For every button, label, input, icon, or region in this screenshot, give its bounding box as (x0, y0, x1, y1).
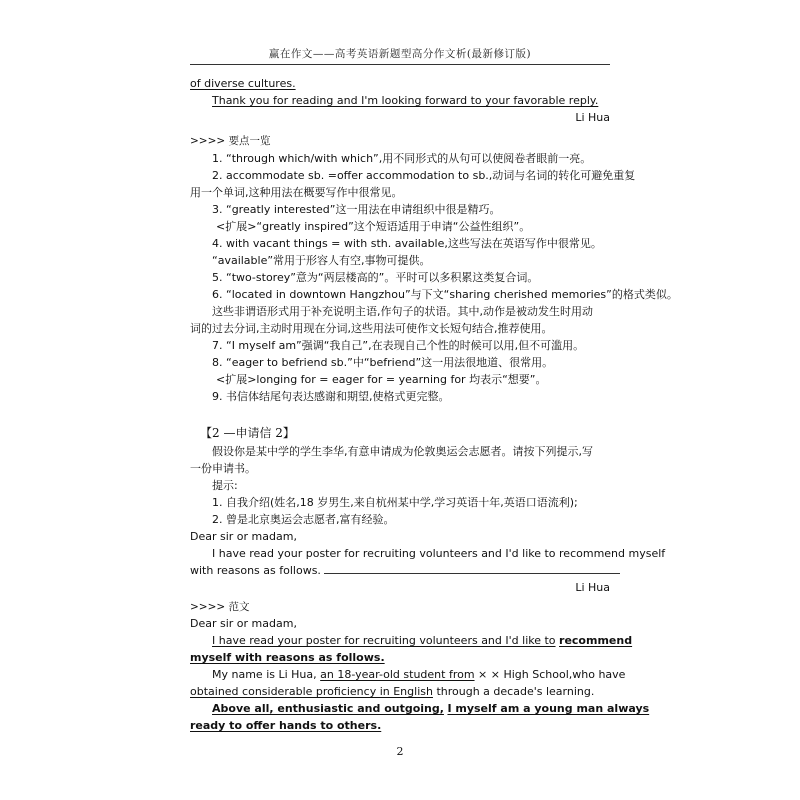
bold-underlined-text: I myself am a young man always (447, 702, 650, 715)
letter-greeting: Dear sir or madam, (190, 530, 297, 543)
letter-body-1: I have read your poster for recruiting volunteers and I'd like to recommend myself (212, 547, 666, 560)
plain-text: through a decade's learning. (436, 685, 595, 698)
point-6: 6. “located in downtown Hangzhou”与下文“sharing cherished memories”的格式类似。 (212, 288, 678, 301)
signature: Li Hua (575, 581, 610, 594)
point-8-extension: <扩展>longing for = eager for = yearning for 均表示“想要”。 (216, 373, 547, 386)
plain-text: × × High School,who have (478, 668, 626, 681)
key-points-heading: >>>> 要点一览 (190, 135, 271, 147)
point-6-cont: 这些非谓语形式用于补充说明主语,作句子的状语。其中,动作是被动发生时用动 (212, 305, 593, 318)
sample-greeting: Dear sir or madam, (190, 617, 297, 630)
section-title: 【2 —申请信 2】 (200, 426, 295, 440)
plain-text: My name is Li Hua, (212, 668, 317, 681)
point-6-cont2: 词的过去分词,主动时用现在分词,这些用法可使作文长短句结合,推荐使用。 (190, 322, 553, 335)
sample-line-4 (190, 684, 610, 700)
point-2: 2. accommodate sb. =offer accommodation to sb.,动词与名词的转化可避免重复 (212, 169, 636, 182)
hint-1: 1. 自我介绍(姓名,18 岁男生,来自杭州某中学,学习英语十年,英语口语流利); (212, 496, 578, 509)
sample-line-2 (190, 650, 610, 666)
letter-body-2 (190, 563, 610, 579)
point-8: 8. “eager to befriend sb.”中“befriend”这一用法很地道、很常用。 (212, 356, 554, 369)
point-2-cont: 用一个单词,这种用法在概要写作中很常见。 (190, 186, 403, 199)
letter-end-line (190, 76, 610, 92)
point-7: 7. “I myself am”强调“我自己”,在表现自己个性的时候可以用,但不可滥用。 (212, 339, 585, 352)
bold-underlined-text: myself with reasons as follows. (190, 651, 385, 664)
letter-body-text: with reasons as follows. (190, 564, 321, 577)
sample-line-5 (212, 701, 650, 717)
sample-heading: >>>> 范文 (190, 601, 250, 613)
sample-line-3 (212, 667, 626, 683)
underlined-text: Thank you for reading and I'm looking forward to your favorable reply. (212, 94, 599, 107)
underlined-text: of diverse cultures. (190, 77, 296, 90)
point-4-cont: “available”常用于形容人有空,事物可提供。 (212, 254, 431, 267)
bold-underlined-text: recommend (559, 634, 633, 647)
sample-line-1 (212, 633, 633, 649)
point-3-extension: <扩展>“greatly inspired”这个短语适用于申请“公益性组织”。 (216, 220, 531, 233)
point-4: 4. with vacant things = with sth. available,这些写法在英语写作中很常见。 (212, 237, 602, 250)
bold-underlined-text: ready to offer hands to others. (190, 719, 382, 732)
letter-closing-line (212, 93, 610, 109)
bold-underlined-text: Above all, enthusiastic and outgoing, (212, 702, 444, 715)
writing-blank (324, 563, 620, 574)
sample-line-6 (190, 718, 610, 734)
prompt-line-1: 假设你是某中学的学生李华,有意申请成为伦敦奥运会志愿者。请按下列提示,写 (212, 445, 593, 458)
running-header: 赢在作文——高考英语新题型高分作文析(最新修订版) (268, 48, 532, 60)
point-9: 9. 书信体结尾句表达感谢和期望,使格式更完整。 (212, 390, 450, 403)
prompt-line-2: 一份申请书。 (190, 462, 256, 475)
hints-label: 提示: (212, 479, 238, 492)
point-1: 1. “through which/with which”,用不同形式的从句可以使阅卷者眼前一亮。 (212, 152, 592, 165)
underlined-text: obtained considerable proficiency in English (190, 685, 433, 698)
signature: Li Hua (575, 111, 610, 124)
underlined-text: an 18-year-old student from (320, 668, 475, 681)
hint-2: 2. 曾是北京奥运会志愿者,富有经验。 (212, 513, 395, 526)
header-rule (190, 64, 610, 65)
page-number: 2 (396, 745, 404, 758)
underlined-text: I have read your poster for recruiting volunteers and I'd like to (212, 634, 556, 647)
point-3: 3. “greatly interested”这一用法在申请组织中很是精巧。 (212, 203, 501, 216)
point-5: 5. “two-storey”意为“两层楼高的”。平时可以多积累这类复合词。 (212, 271, 539, 284)
